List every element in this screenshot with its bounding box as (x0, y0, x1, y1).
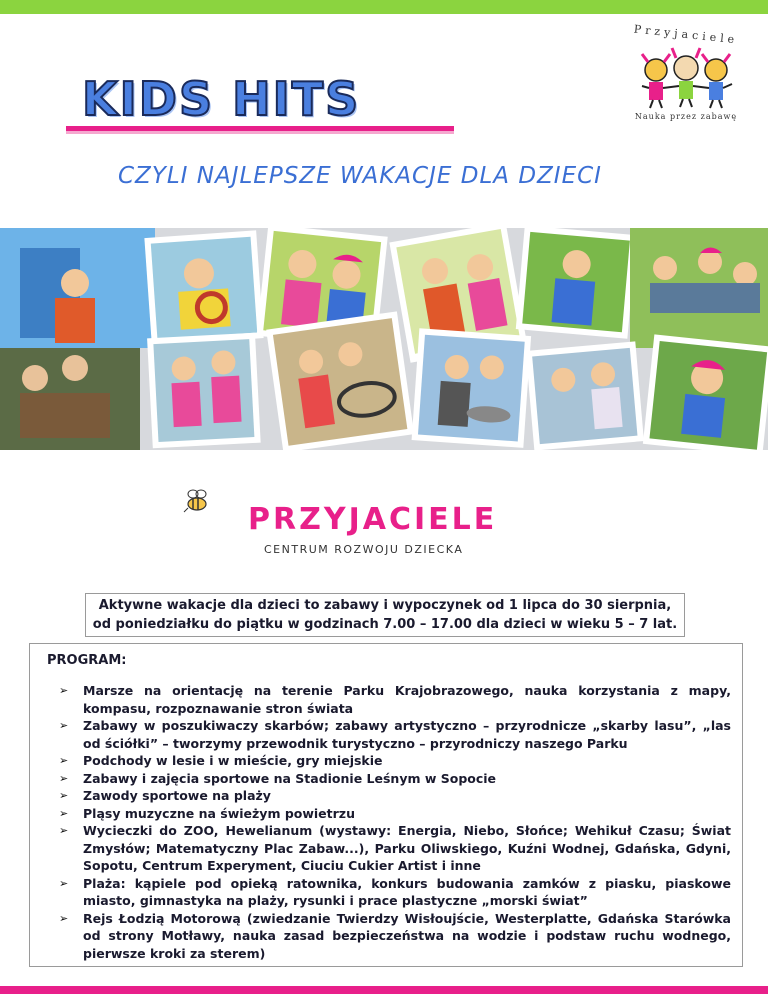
collage-photo (0, 228, 155, 348)
list-item: ➢ Zabawy w poszukiwaczy skarbów; zabawy artystyczno – przyrodnicze „skarby lasu”, „las od ściółki” – tworzymy przewodnik turystyczno – przyrodniczy naszego Parku (59, 718, 731, 751)
list-item: ➢ Zabawy i zajęcia sportowe na Stadionie Leśnym w Sopocie (59, 770, 497, 786)
list-item: ➢ Rejs Łodzią Motorową (zwiedzanie Twierdzy Wisłoujście, Westerplatte, Gdańska Starówka od strony Motławy, nauka zasad bezpieczeństwa na wodzie i podstaw ruchu wodnego, pierwsze kroki za sterem) (59, 910, 731, 961)
list-item: ➢ Plaża: kąpiele pod opieką ratownika, konkurs budowania zamków z piasku, piaskowe miasto, gimnastyka na plaży, rysunki i prace plastyczne „morski świat” (59, 875, 731, 908)
arrow-bullet-icon: ➢ (59, 806, 69, 820)
list-item: ➢ Wycieczki do ZOO, Hewelianum (wystawy: Energia, Niebo, Słońce; Wehikuł Czasu; Świat Zmysłów; Matematyczny Plac Zabaw...), Parku Oliwskiego, Kuźni Wodnej, Gdańska, Gdyni, Sopotu, Centrum Experyment, Ciuciu Cukier Artist i inne (59, 823, 731, 873)
collage-photo (643, 334, 768, 450)
logo-name: Przyjaciele (633, 22, 739, 47)
collage-photo (412, 328, 532, 448)
collage-photo (147, 333, 261, 449)
collage-photo (0, 348, 140, 450)
bee-icon (180, 486, 214, 520)
program-box (29, 643, 743, 967)
collage-photo (144, 230, 263, 346)
list-item: ➢ Pląsy muzyczne na świeżym powietrzu (59, 805, 355, 821)
arrow-bullet-icon: ➢ (59, 876, 69, 890)
collage-photo (526, 341, 644, 450)
arrow-bullet-icon: ➢ (59, 789, 69, 802)
arrow-bullet-icon: ➢ (59, 754, 69, 767)
arrow-bullet-icon: ➢ (59, 824, 69, 837)
program-label: PROGRAM: (47, 653, 127, 668)
info-line: Aktywne wakacje dla dzieci to zabawy i wypoczynek od 1 lipca do 30 sierpnia, (98, 598, 672, 613)
page-title: KIDS HITS (82, 72, 361, 126)
brand-subtitle: CENTRUM ROZWOJU DZIECKA (264, 543, 464, 556)
bottom-accent-bar (0, 986, 768, 994)
arrow-bullet-icon: ➢ (59, 771, 69, 785)
brand-name: PRZYJACIELE (248, 502, 498, 537)
collage-photo (266, 311, 414, 450)
collage-photo (516, 228, 637, 339)
arrow-bullet-icon: ➢ (59, 684, 69, 697)
info-line: od poniedziałku do piątku w godzinach 7.00 – 17.00 dla dzieci w wieku 5 – 7 lat. (92, 617, 678, 632)
collage-photo (630, 228, 768, 348)
arrow-bullet-icon: ➢ (59, 911, 69, 925)
info-box (85, 593, 685, 637)
arrow-bullet-icon: ➢ (59, 719, 69, 732)
page-subtitle: CZYLI NAJLEPSZE WAKACJE DLA DZIECI (118, 163, 602, 189)
logo-tagline: Nauka przez zabawę (634, 112, 738, 121)
list-item: ➢ Marsze na orientację na terenie Parku Krajobrazowego, nauka korzystania z mapy, kompasu, rozpoznawanie stron świata (59, 683, 731, 716)
przyjaciele-logo (620, 22, 752, 128)
list-item: ➢ Zawody sportowe na plaży (59, 788, 271, 803)
list-item: ➢ Podchody w lesie i w mieście, gry miejskie (59, 753, 383, 768)
title-underline (66, 126, 454, 131)
top-accent-bar (0, 0, 768, 14)
program-list (59, 682, 731, 962)
photo-collage (0, 228, 768, 450)
